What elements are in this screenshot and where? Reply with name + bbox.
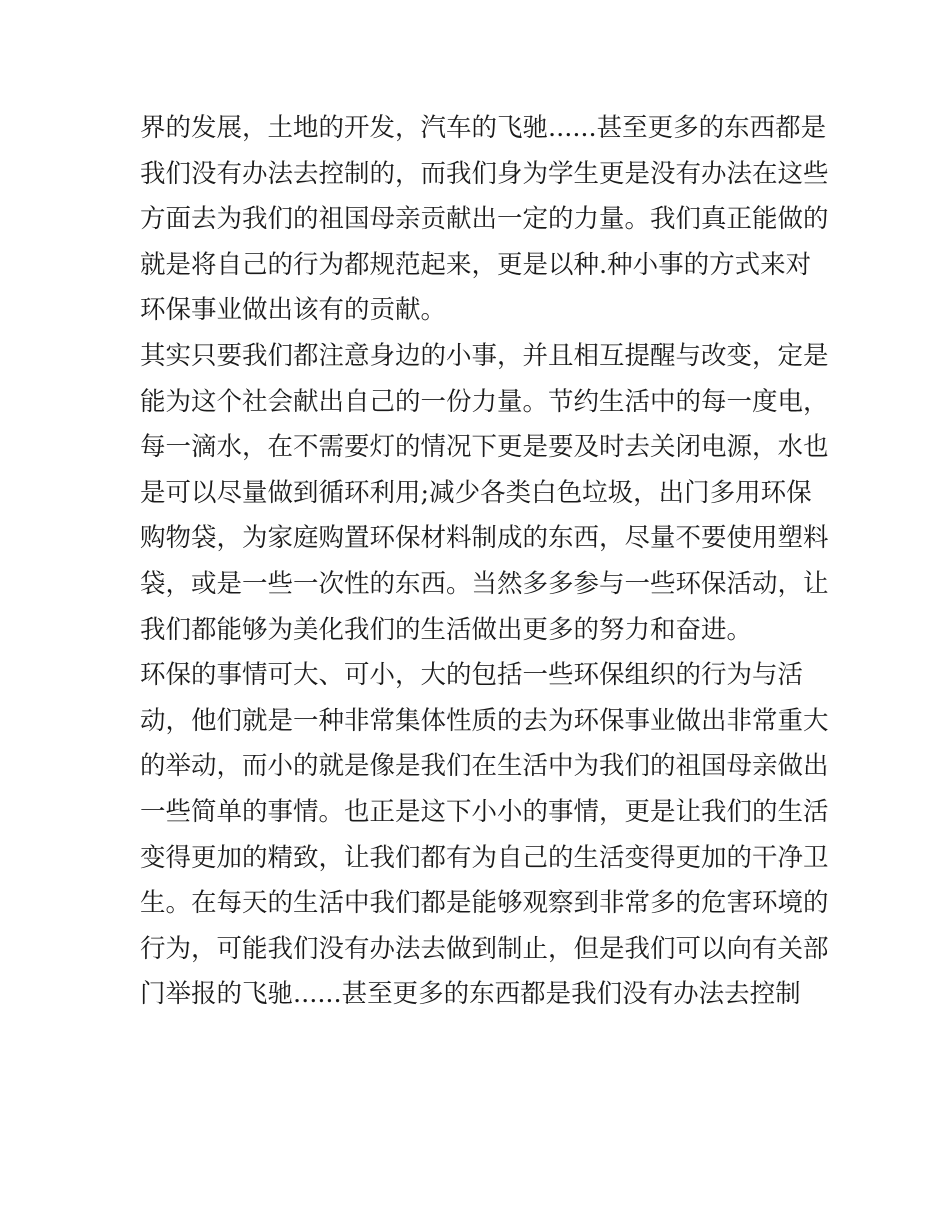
text-line: 界的发展，土地的开发，汽车的飞驰......甚至更多的东西都是 [140,113,827,143]
text-line: 其实只要我们都注意身边的小事，并且相互提醒与改变，定是 [140,340,829,371]
text-line: 方面去为我们的祖国母亲贡献出一定的力量。我们真正能做的 [140,204,829,235]
text-line: 环保事业做出该有的贡献。 [140,295,447,326]
text-line: 环保的事情可大、可小，大的包括一些环保组织的行为与活 [140,660,804,691]
text-line: 生。在每天的生活中我们都是能够观察到非常多的危害环境的 [140,888,829,919]
body-text [140,106,830,1018]
text-line: 每一滴水，在不需要灯的情况下更是要及时去关闭电源，水也 [140,432,829,463]
text-line: 动，他们就是一种非常集体性质的去为环保事业做出非常重大 [140,705,829,736]
text-line: 袋，或是一些一次性的东西。当然多多参与一些环保活动，让 [140,568,829,599]
text-line: 能为这个社会献出自己的一份力量。节约生活中的每一度电， [140,386,829,417]
text-line: 我们没有办法去控制的，而我们身为学生更是没有办法在这些 [140,158,829,189]
text-line: 就是将自己的行为都规范起来，更是以种.种小事的方式来对 [140,249,812,280]
text-line: 我们都能够为美化我们的生活做出更多的努力和奋进。 [140,614,753,645]
text-line: 行为，可能我们没有办法去做到制止，但是我们可以向有关部 [140,933,829,964]
text-line: 门举报的飞驰......甚至更多的东西都是我们没有办法去控制 [140,979,801,1010]
text-line: 购物袋，为家庭购置环保材料制成的东西，尽量不要使用塑料 [140,523,829,554]
text-line: 的举动，而小的就是像是我们在生活中为我们的祖国母亲做出 [140,751,829,782]
text-line: 一些简单的事情。也正是这下小小的事情，更是让我们的生活 [140,796,829,827]
text-line: 是可以尽量做到循环利用;减少各类白色垃圾，出门多用环保 [140,477,812,508]
text-line: 变得更加的精致，让我们都有为自己的生活变得更加的干净卫 [140,842,829,873]
